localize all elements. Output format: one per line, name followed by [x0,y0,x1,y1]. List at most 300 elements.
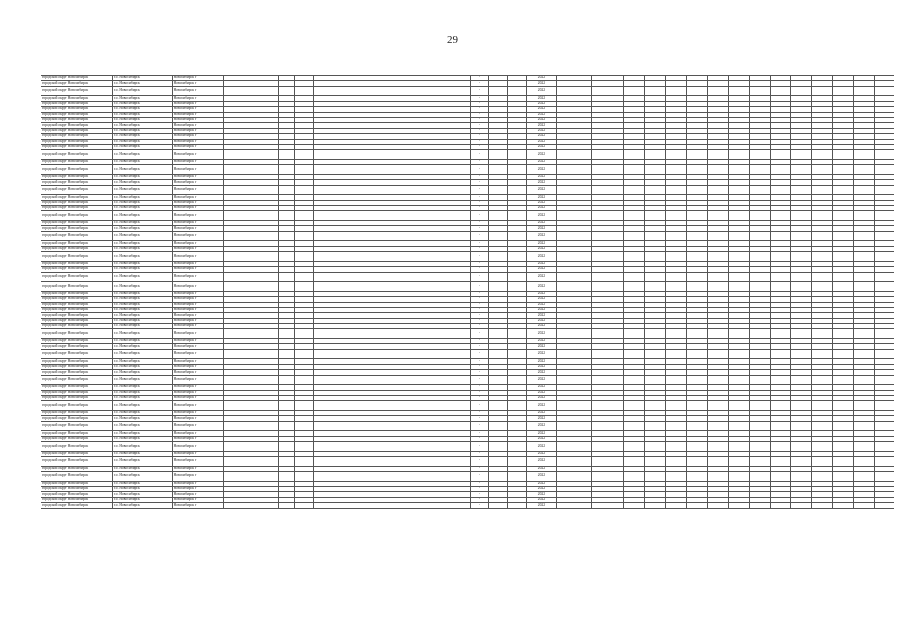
settlement-cell: г.о. Новосибирск [112,492,172,497]
settlement-cell: г.о. Новосибирск [112,165,172,175]
table-cell [623,375,644,385]
table-cell [489,375,508,385]
table-cell [812,442,833,452]
district-cell: городской округ Новосибирск [41,267,112,272]
city-cell: Новосибирск г [172,86,223,96]
deadline-cell: - [470,101,489,106]
house-number-cell [278,86,295,96]
settlement-cell: г.о. Новосибирск [112,117,172,122]
deadline-cell: - [470,174,489,179]
build-year-cell [295,421,314,431]
work-description-cell [314,252,470,262]
city-cell: Новосибирск г [172,185,223,195]
table-cell [812,503,833,508]
house-number-cell [278,272,295,282]
table-cell [791,503,812,508]
table-cell [686,421,707,431]
district-cell: городской округ Новосибирск [41,200,112,205]
table-cell [833,472,854,482]
end-year-cell: 2022 [527,96,556,101]
settlement-cell: г.о. Новосибирск [112,472,172,482]
end-year-cell: 2022 [527,200,556,205]
end-year-cell: 2022 [527,246,556,251]
deadline-cell: - [470,302,489,307]
street-cell [224,457,279,467]
table-cell [791,185,812,195]
table-cell [728,421,749,431]
city-cell: Новосибирск г [172,497,223,502]
fund-cost-cell [592,375,623,385]
table-cell [623,401,644,411]
table-cell [728,272,749,282]
deadline-cell: - [470,267,489,272]
street-cell [224,211,279,221]
table-row [41,375,894,385]
street-cell [224,185,279,195]
table-cell [770,272,791,282]
table-cell [686,231,707,241]
end-year-cell: 2022 [527,401,556,411]
deadline-cell: - [470,436,489,441]
start-year-cell [508,185,527,195]
house-number-cell [278,185,295,195]
table-cell [770,185,791,195]
district-cell: городской округ Новосибирск [41,128,112,133]
district-cell: городской округ Новосибирск [41,401,112,411]
total-cost-cell [556,165,592,175]
deadline-cell: - [470,144,489,149]
city-cell: Новосибирск г [172,252,223,262]
deadline-cell: - [470,107,489,112]
table-cell [644,457,665,467]
table-cell [854,282,875,292]
total-cost-cell [556,401,592,411]
start-year-cell [508,252,527,262]
table-cell [770,503,791,508]
end-year-cell: 2022 [527,185,556,195]
start-year-cell [508,150,527,160]
house-number-cell [278,329,295,339]
city-cell: Новосибирск г [172,231,223,241]
city-cell: Новосибирск г [172,313,223,318]
district-cell: городской округ Новосибирск [41,252,112,262]
table-cell [854,457,875,467]
work-description-cell [314,231,470,241]
settlement-cell: г.о. Новосибирск [112,107,172,112]
table-cell [749,211,770,221]
end-year-cell: 2022 [527,318,556,323]
table-cell [489,442,508,452]
fund-cost-cell [592,457,623,467]
street-cell [224,472,279,482]
table-cell [770,165,791,175]
table-cell [665,165,686,175]
district-cell: городской округ Новосибирск [41,370,112,375]
end-year-cell: 2022 [527,466,556,471]
settlement-cell: г.о. Новосибирск [112,457,172,467]
district-cell: городской округ Новосибирск [41,364,112,369]
deadline-cell: - [470,364,489,369]
table-cell [833,282,854,292]
table-cell [665,272,686,282]
deadline-cell: - [470,385,489,390]
table-cell [728,375,749,385]
table-cell [812,86,833,96]
table-cell [728,185,749,195]
deadline-cell: - [470,221,489,226]
end-year-cell: 2022 [527,86,556,96]
city-cell: Новосибирск г [172,297,223,302]
table-cell [812,421,833,431]
settlement-cell: г.о. Новосибирск [112,200,172,205]
deadline-cell: - [470,139,489,144]
table-cell [833,86,854,96]
deadline-cell: - [470,128,489,133]
table-cell [812,349,833,359]
table-cell [665,150,686,160]
end-year-cell: 2022 [527,76,556,81]
deadline-cell: - [470,134,489,139]
table-cell [749,252,770,262]
deadline-cell: - [470,159,489,164]
table-cell [707,401,728,411]
table-cell [489,329,508,339]
end-year-cell: 2022 [527,487,556,492]
table-cell [623,442,644,452]
settlement-cell: г.о. Новосибирск [112,421,172,431]
district-cell: городской округ Новосибирск [41,466,112,471]
work-description-cell [314,282,470,292]
settlement-cell: г.о. Новосибирск [112,134,172,139]
street-cell [224,86,279,96]
table-cell [623,457,644,467]
settlement-cell: г.о. Новосибирск [112,291,172,296]
total-cost-cell [556,272,592,282]
district-cell: городской округ Новосибирск [41,359,112,364]
end-year-cell: 2022 [527,492,556,497]
build-year-cell [295,150,314,160]
deadline-cell: - [470,211,489,221]
build-year-cell [295,272,314,282]
table-cell [644,503,665,508]
end-year-cell: 2022 [527,211,556,221]
fund-cost-cell [592,165,623,175]
fund-cost-cell [592,282,623,292]
table-row [41,503,894,508]
end-year-cell: 2022 [527,165,556,175]
settlement-cell: г.о. Новосибирск [112,195,172,200]
table-cell [770,375,791,385]
house-number-cell [278,375,295,385]
table-cell [665,231,686,241]
city-cell: Новосибирск г [172,329,223,339]
table-cell [854,231,875,241]
city-cell: Новосибирск г [172,128,223,133]
street-cell [224,421,279,431]
city-cell: Новосибирск г [172,195,223,200]
start-year-cell [508,421,527,431]
total-cost-cell [556,472,592,482]
settlement-cell: г.о. Новосибирск [112,211,172,221]
table-cell [749,165,770,175]
table-cell [749,503,770,508]
settlement-cell: г.о. Новосибирск [112,123,172,128]
settlement-cell: г.о. Новосибирск [112,297,172,302]
table-cell [489,457,508,467]
table-row [41,349,894,359]
district-cell: городской округ Новосибирск [41,117,112,122]
table-cell [812,211,833,221]
street-cell [224,252,279,262]
deadline-cell: - [470,123,489,128]
city-cell: Новосибирск г [172,139,223,144]
settlement-cell: г.о. Новосибирск [112,112,172,117]
table-cell [665,282,686,292]
table-cell [833,165,854,175]
table-cell [854,503,875,508]
table-cell [686,165,707,175]
table-row [41,401,894,411]
work-description-cell [314,457,470,467]
city-cell: Новосибирск г [172,76,223,81]
settlement-cell: г.о. Новосибирск [112,101,172,106]
table-cell [489,165,508,175]
deadline-cell: - [470,344,489,349]
settlement-cell: г.о. Новосибирск [112,324,172,329]
table-cell [623,329,644,339]
table-cell [854,185,875,195]
deadline-cell: - [470,200,489,205]
table-cell [854,401,875,411]
city-cell: Новосибирск г [172,349,223,359]
work-description-cell [314,375,470,385]
deadline-cell: - [470,492,489,497]
district-cell: городской округ Новосибирск [41,261,112,266]
district-cell: городской округ Новосибирск [41,272,112,282]
settlement-cell: г.о. Новосибирск [112,185,172,195]
table-row [41,150,894,160]
table-cell [686,329,707,339]
table-cell [875,150,894,160]
table-cell [749,421,770,431]
deadline-cell: - [470,291,489,296]
city-cell: Новосибирск г [172,144,223,149]
table-cell [623,421,644,431]
city-cell: Новосибирск г [172,401,223,411]
start-year-cell [508,442,527,452]
district-cell: городской округ Новосибирск [41,101,112,106]
table-cell [791,86,812,96]
district-cell: городской округ Новосибирск [41,431,112,436]
end-year-cell: 2022 [527,206,556,211]
table-cell [791,472,812,482]
start-year-cell [508,349,527,359]
district-cell: городской округ Новосибирск [41,410,112,415]
table-cell [833,457,854,467]
settlement-cell: г.о. Новосибирск [112,307,172,312]
district-cell: городской округ Новосибирск [41,81,112,86]
settlement-cell: г.о. Новосибирск [112,339,172,344]
house-number-cell [278,503,295,508]
city-cell: Новосибирск г [172,261,223,266]
build-year-cell [295,442,314,452]
table-cell [791,252,812,262]
table-cell [770,349,791,359]
city-cell: Новосибирск г [172,180,223,185]
start-year-cell [508,472,527,482]
table-cell [770,329,791,339]
table-cell [854,86,875,96]
settlement-cell: г.о. Новосибирск [112,86,172,96]
city-cell: Новосибирск г [172,318,223,323]
table-cell [728,472,749,482]
total-cost-cell [556,252,592,262]
settlement-cell: г.о. Новосибирск [112,390,172,395]
start-year-cell [508,282,527,292]
district-cell: городской округ Новосибирск [41,231,112,241]
settlement-cell: г.о. Новосибирск [112,375,172,385]
deadline-cell: - [470,246,489,251]
work-description-cell [314,329,470,339]
table-cell [707,442,728,452]
table-cell [875,165,894,175]
fund-cost-cell [592,503,623,508]
street-cell [224,401,279,411]
table-cell [707,329,728,339]
build-year-cell [295,252,314,262]
table-cell [707,282,728,292]
settlement-cell: г.о. Новосибирск [112,442,172,452]
table-cell [728,349,749,359]
city-cell: Новосибирск г [172,436,223,441]
street-cell [224,375,279,385]
table-cell [489,503,508,508]
settlement-cell: г.о. Новосибирск [112,359,172,364]
street-cell [224,442,279,452]
district-cell: городской округ Новосибирск [41,307,112,312]
table-cell [749,150,770,160]
table-cell [665,503,686,508]
work-description-cell [314,165,470,175]
end-year-cell: 2022 [527,107,556,112]
deadline-cell: - [470,272,489,282]
table-cell [770,211,791,221]
end-year-cell: 2022 [527,349,556,359]
table-cell [707,421,728,431]
city-cell: Новосибирск г [172,221,223,226]
deadline-cell: - [470,252,489,262]
settlement-cell: г.о. Новосибирск [112,231,172,241]
district-cell: городской округ Новосибирск [41,481,112,486]
district-cell: городской округ Новосибирск [41,96,112,101]
deadline-cell: - [470,307,489,312]
end-year-cell: 2022 [527,344,556,349]
table-cell [812,252,833,262]
deadline-cell: - [470,112,489,117]
city-cell: Новосибирск г [172,451,223,456]
table-cell [686,503,707,508]
table-cell [812,231,833,241]
table-cell [854,349,875,359]
total-cost-cell [556,421,592,431]
settlement-cell: г.о. Новосибирск [112,139,172,144]
table-cell [812,401,833,411]
total-cost-cell [556,457,592,467]
district-cell: городской округ Новосибирск [41,344,112,349]
build-year-cell [295,349,314,359]
table-cell [665,349,686,359]
settlement-cell: г.о. Новосибирск [112,76,172,81]
deadline-cell: - [470,339,489,344]
house-number-cell [278,165,295,175]
table-cell [728,211,749,221]
table-cell [728,442,749,452]
district-cell: городской округ Новосибирск [41,472,112,482]
district-cell: городской округ Новосибирск [41,457,112,467]
deadline-cell: - [470,81,489,86]
city-cell: Новосибирск г [172,241,223,246]
end-year-cell: 2022 [527,451,556,456]
city-cell: Новосибирск г [172,457,223,467]
table-cell [770,150,791,160]
table-cell [770,442,791,452]
table-cell [686,349,707,359]
table-cell [791,457,812,467]
city-cell: Новосибирск г [172,267,223,272]
settlement-cell: г.о. Новосибирск [112,144,172,149]
table-cell [728,150,749,160]
fund-cost-cell [592,421,623,431]
settlement-cell: г.о. Новосибирск [112,318,172,323]
city-cell: Новосибирск г [172,226,223,231]
end-year-cell: 2022 [527,313,556,318]
district-cell: городской округ Новосибирск [41,487,112,492]
city-cell: Новосибирск г [172,324,223,329]
district-cell: городской округ Новосибирск [41,497,112,502]
table-cell [644,185,665,195]
fund-cost-cell [592,272,623,282]
start-year-cell [508,503,527,508]
table-cell [489,211,508,221]
deadline-cell: - [470,261,489,266]
table-cell [854,211,875,221]
city-cell: Новосибирск г [172,174,223,179]
deadline-cell: - [470,206,489,211]
street-cell [224,150,279,160]
settlement-cell: г.о. Новосибирск [112,267,172,272]
fund-cost-cell [592,472,623,482]
table-cell [875,329,894,339]
table-cell [833,252,854,262]
table-cell [644,401,665,411]
end-year-cell: 2022 [527,339,556,344]
fund-cost-cell [592,86,623,96]
end-year-cell: 2022 [527,410,556,415]
table-cell [686,282,707,292]
end-year-cell: 2022 [527,457,556,467]
table-cell [489,231,508,241]
table-cell [489,401,508,411]
settlement-cell: г.о. Новосибирск [112,221,172,226]
table-cell [854,329,875,339]
end-year-cell: 2022 [527,117,556,122]
table-cell [749,442,770,452]
table-cell [833,185,854,195]
house-number-cell [278,442,295,452]
city-cell: Новосибирск г [172,134,223,139]
city-cell: Новосибирск г [172,165,223,175]
district-cell: городской округ Новосибирск [41,112,112,117]
